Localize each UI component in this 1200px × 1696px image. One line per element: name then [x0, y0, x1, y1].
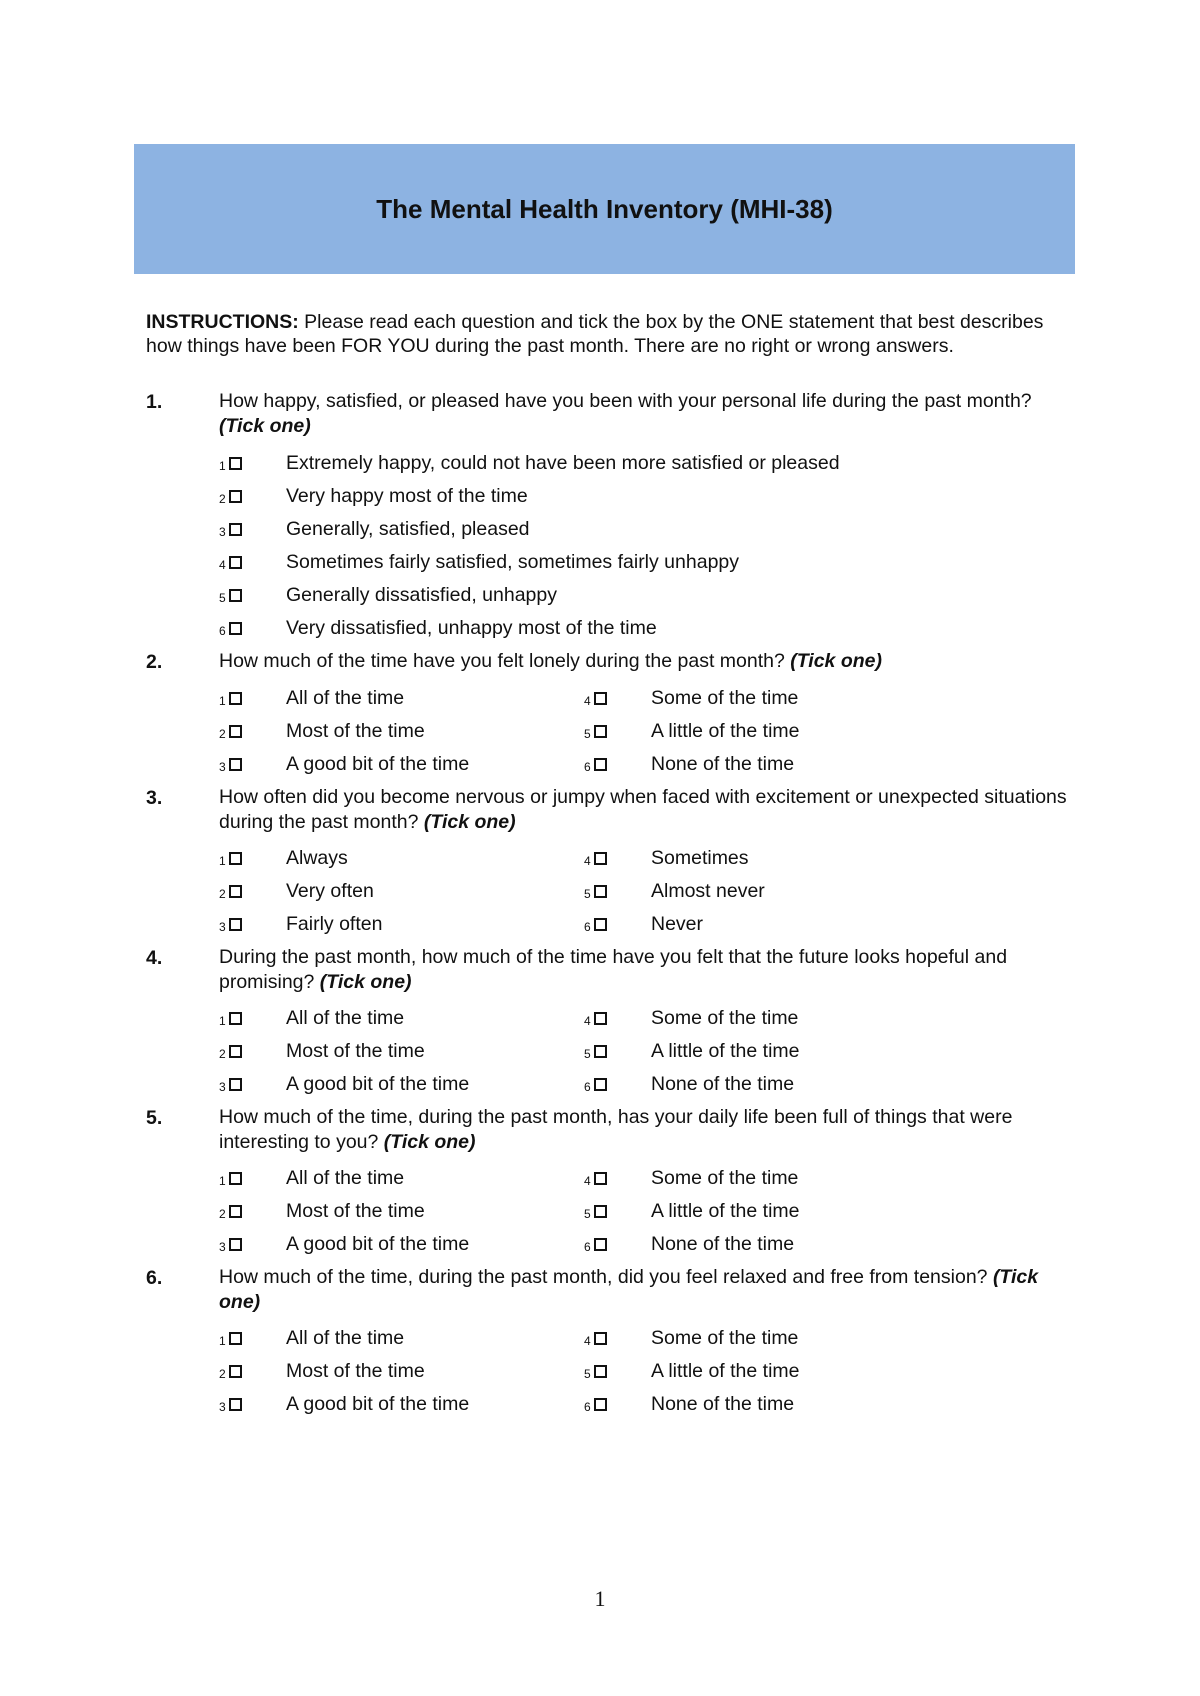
option-number: 1 [219, 1334, 226, 1348]
checkbox[interactable] [594, 692, 607, 705]
option-label: A little of the time [651, 1200, 800, 1222]
question-prompt: How much of the time, during the past month, has your daily life been full of things that were interesting to you? [219, 1106, 1013, 1153]
question-number: 6. [146, 1267, 163, 1289]
option-label: Fairly often [286, 913, 383, 935]
option-number: 6 [584, 1400, 591, 1414]
option-number: 6 [219, 624, 226, 638]
option-label: None of the time [651, 1073, 795, 1095]
option[interactable] [219, 481, 528, 511]
option-number: 6 [584, 760, 591, 774]
option-label: All of the time [286, 687, 405, 709]
option-number: 4 [219, 558, 226, 572]
option[interactable] [219, 1036, 425, 1066]
checkbox[interactable] [229, 1398, 242, 1411]
checkbox[interactable] [229, 725, 242, 738]
option-label: Never [651, 913, 704, 935]
option-number: 2 [219, 887, 226, 901]
option-number: 4 [584, 694, 591, 708]
checkbox[interactable] [229, 1365, 242, 1378]
option[interactable] [219, 683, 404, 713]
checkbox[interactable] [594, 852, 607, 865]
question-text [219, 389, 1074, 439]
option-number: 2 [219, 492, 226, 506]
option-number: 6 [584, 1080, 591, 1094]
question-text [219, 1265, 1074, 1315]
option-number: 2 [219, 1367, 226, 1381]
checkbox[interactable] [594, 758, 607, 771]
option[interactable] [219, 1069, 469, 1099]
option-label: None of the time [651, 753, 795, 775]
option-label: All of the time [286, 1167, 405, 1189]
option[interactable] [584, 909, 703, 939]
option-number: 3 [219, 1400, 226, 1414]
option-number: 4 [584, 1334, 591, 1348]
checkbox[interactable] [229, 1012, 242, 1025]
option-label: Most of the time [286, 1040, 425, 1062]
checkbox[interactable] [229, 1332, 242, 1345]
option[interactable] [584, 876, 765, 906]
option-number: 3 [219, 525, 226, 539]
tick-one-hint: (Tick one) [219, 1266, 1039, 1313]
option-label: A good bit of the time [286, 1233, 470, 1255]
option-label: All of the time [286, 1007, 405, 1029]
checkbox[interactable] [594, 918, 607, 931]
option-label: All of the time [286, 1327, 405, 1349]
option-label: Sometimes fairly satisfied, sometimes fairly unhappy [286, 551, 740, 573]
option[interactable] [584, 716, 800, 746]
option-label: Most of the time [286, 1200, 425, 1222]
option-label: Extremely happy, could not have been more satisfied or pleased [286, 452, 840, 474]
option[interactable] [584, 1196, 800, 1226]
option[interactable] [219, 1323, 404, 1353]
option-label: A little of the time [651, 1040, 800, 1062]
checkbox[interactable] [594, 725, 607, 738]
option[interactable] [584, 749, 794, 779]
option-label: A good bit of the time [286, 753, 470, 775]
option-label: Very dissatisfied, unhappy most of the time [286, 617, 657, 639]
question-prompt: During the past month, how much of the time have you felt that the future looks hopeful and promising? [219, 946, 1008, 993]
option-label: None of the time [651, 1393, 795, 1415]
option-number: 4 [584, 854, 591, 868]
option-number: 1 [219, 694, 226, 708]
option-label: Almost never [651, 880, 765, 902]
checkbox[interactable] [229, 490, 242, 503]
tick-one-hint: (Tick one) [383, 1131, 476, 1153]
option-label: A good bit of the time [286, 1073, 470, 1095]
checkbox[interactable] [229, 622, 242, 635]
checkbox[interactable] [594, 1045, 607, 1058]
option-number: 1 [219, 1174, 226, 1188]
checkbox[interactable] [229, 556, 242, 569]
option[interactable] [219, 1389, 469, 1419]
question-number: 3. [146, 787, 163, 809]
question-number: 5. [146, 1107, 163, 1129]
option-number: 1 [219, 1014, 226, 1028]
instructions [146, 310, 1066, 358]
instructions-label: INSTRUCTIONS: [146, 311, 299, 333]
option[interactable] [219, 613, 657, 643]
checkbox[interactable] [594, 1205, 607, 1218]
option[interactable] [219, 1196, 425, 1226]
instructions-text: Please read each question and tick the box by the ONE statement that best describes how things have been FOR YOU during the past month. There are no right or wrong answers. [146, 311, 1044, 357]
checkbox[interactable] [229, 1238, 242, 1251]
option-number: 3 [219, 1080, 226, 1094]
option-label: Very happy most of the time [286, 485, 528, 507]
checkbox[interactable] [229, 692, 242, 705]
option[interactable] [584, 1069, 794, 1099]
checkbox[interactable] [229, 885, 242, 898]
option-number: 5 [584, 1047, 591, 1061]
question-text [219, 785, 1074, 835]
option-number: 5 [219, 591, 226, 605]
option[interactable] [584, 1389, 794, 1419]
option-label: Some of the time [651, 1327, 799, 1349]
option-number: 6 [584, 920, 591, 934]
checkbox[interactable] [229, 1172, 242, 1185]
checkbox[interactable] [594, 1238, 607, 1251]
option[interactable] [584, 1323, 798, 1353]
checkbox[interactable] [594, 1332, 607, 1345]
checkbox[interactable] [229, 1078, 242, 1091]
question-number: 2. [146, 651, 163, 673]
question-prompt: How happy, satisfied, or pleased have you been with your personal life during the past month? [219, 390, 1032, 412]
tick-one-hint: (Tick one) [319, 971, 412, 993]
option-number: 3 [219, 920, 226, 934]
option[interactable] [219, 1229, 469, 1259]
option-label: Some of the time [651, 1007, 799, 1029]
option[interactable] [219, 1003, 404, 1033]
checkbox[interactable] [594, 1365, 607, 1378]
option[interactable] [219, 1356, 425, 1386]
option[interactable] [584, 1163, 798, 1193]
option[interactable] [584, 843, 749, 873]
option-number: 5 [584, 727, 591, 741]
checkbox[interactable] [594, 1398, 607, 1411]
option[interactable] [219, 547, 739, 577]
checkbox[interactable] [594, 1078, 607, 1091]
option[interactable] [219, 749, 469, 779]
option-label: Generally dissatisfied, unhappy [286, 584, 557, 606]
checkbox[interactable] [594, 1012, 607, 1025]
option-label: Sometimes [651, 847, 749, 869]
option-number: 5 [584, 887, 591, 901]
checkbox[interactable] [229, 523, 242, 536]
option-number: 1 [219, 854, 226, 868]
page-title: The Mental Health Inventory (MHI-38) [376, 193, 833, 224]
option[interactable] [584, 1229, 794, 1259]
tick-one-hint: (Tick one) [423, 811, 516, 833]
question-text [219, 649, 1074, 674]
option-number: 6 [584, 1240, 591, 1254]
option-number: 2 [219, 1207, 226, 1221]
title-band [134, 144, 1075, 274]
option-label: Generally, satisfied, pleased [286, 518, 530, 540]
option-number: 1 [219, 459, 226, 473]
option-label: A good bit of the time [286, 1393, 470, 1415]
question-number: 4. [146, 947, 163, 969]
checkbox[interactable] [594, 1172, 607, 1185]
tick-one-hint: (Tick one) [219, 415, 311, 437]
checkbox[interactable] [229, 1045, 242, 1058]
checkbox[interactable] [229, 852, 242, 865]
option[interactable] [219, 1163, 404, 1193]
question-prompt: How much of the time have you felt lonely during the past month? [219, 650, 791, 672]
option[interactable] [219, 843, 348, 873]
option-number: 3 [219, 1240, 226, 1254]
option-number: 3 [219, 760, 226, 774]
option-label: Some of the time [651, 1167, 799, 1189]
option[interactable] [219, 909, 382, 939]
option-label: A little of the time [651, 720, 800, 742]
page-number: 1 [594, 1586, 606, 1611]
option-label: Most of the time [286, 1360, 425, 1382]
checkbox[interactable] [229, 758, 242, 771]
option-label: A little of the time [651, 1360, 800, 1382]
checkbox[interactable] [594, 885, 607, 898]
option[interactable] [219, 580, 557, 610]
checkbox[interactable] [229, 589, 242, 602]
option[interactable] [219, 716, 425, 746]
option-label: Very often [286, 880, 374, 902]
option-label: None of the time [651, 1233, 795, 1255]
option-label: Most of the time [286, 720, 425, 742]
option[interactable] [219, 514, 530, 544]
option-number: 5 [584, 1207, 591, 1221]
checkbox[interactable] [229, 918, 242, 931]
question-prompt: How often did you become nervous or jumpy when faced with excitement or unexpected situations during the past month? [219, 786, 1067, 833]
question-prompt: How much of the time, during the past month, did you feel relaxed and free from tension? [219, 1266, 993, 1288]
tick-one-hint: (Tick one) [790, 650, 882, 672]
option[interactable] [584, 683, 798, 713]
question-text [219, 1105, 1074, 1155]
option-number: 4 [584, 1174, 591, 1188]
option-number: 4 [584, 1014, 591, 1028]
question-text [219, 945, 1074, 995]
option-label: Always [286, 847, 348, 869]
checkbox[interactable] [229, 457, 242, 470]
option-number: 2 [219, 727, 226, 741]
question-number: 1. [146, 391, 163, 413]
option[interactable] [584, 1356, 800, 1386]
checkbox[interactable] [229, 1205, 242, 1218]
option[interactable] [584, 1003, 798, 1033]
option[interactable] [219, 876, 374, 906]
option[interactable] [584, 1036, 800, 1066]
option-number: 2 [219, 1047, 226, 1061]
option-label: Some of the time [651, 687, 799, 709]
option[interactable] [219, 448, 840, 478]
option-number: 5 [584, 1367, 591, 1381]
